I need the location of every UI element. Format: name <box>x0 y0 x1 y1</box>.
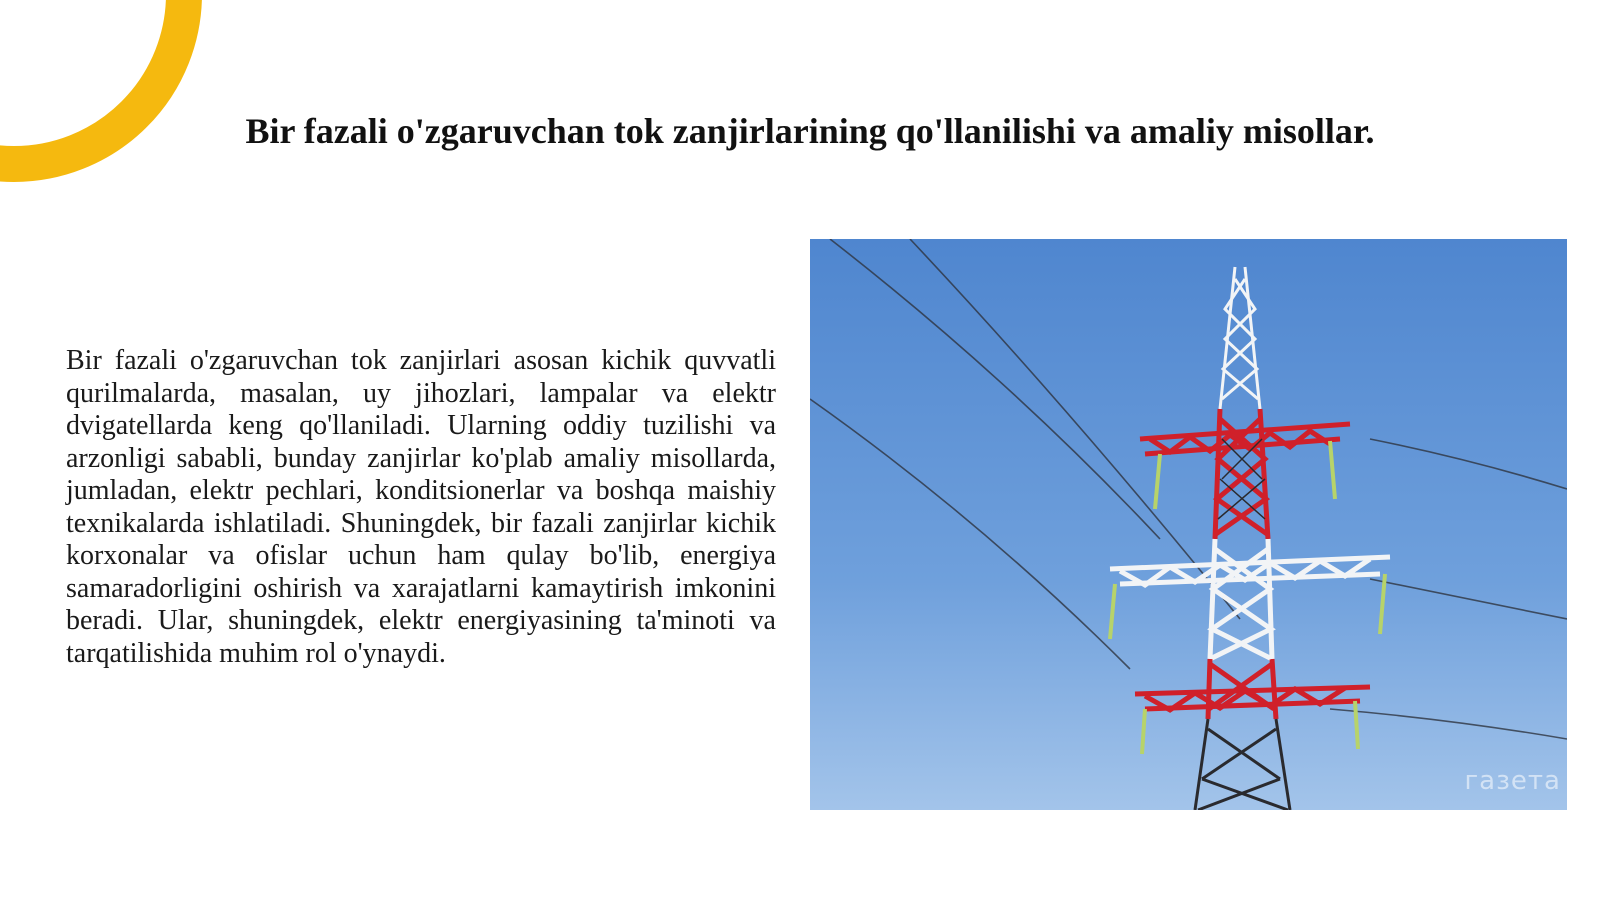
photo-watermark: газета <box>1464 766 1561 796</box>
power-tower-icon <box>810 239 1567 810</box>
power-tower-photo <box>810 239 1567 810</box>
slide-body-text: Bir fazali o'zgaruvchan tok zanjirlari asosan kichik quvvatli qurilmalarda, masalan, uy jihozlari, lampalar va elektr dvigatellarda keng qo'llaniladi. Ularning oddiy tuzilishi va arzonligi sababli, bunday zanjirlar ko'plab amaliy misollarda, jumladan, elektr pechlari, konditsionerlar va boshqa maishiy texnikalarda ishlatiladi. Shuningdek, bir fazali zanjirlar kichik korxonalar va ofislar uchun ham qulay bo'lib, energiya samaradorligini oshirish va xarajatlarni kamaytirish imkonini beradi. Ular, shuningdek, elektr energiyasining ta'minoti va tarqatilishida muhim rol o'ynaydi. <box>66 345 776 669</box>
slide-title: Bir fazali o'zgaruvchan tok zanjirlarining qo'llanilishi va amaliy misollar. <box>245 111 1375 151</box>
accent-arc-decoration <box>0 0 294 204</box>
